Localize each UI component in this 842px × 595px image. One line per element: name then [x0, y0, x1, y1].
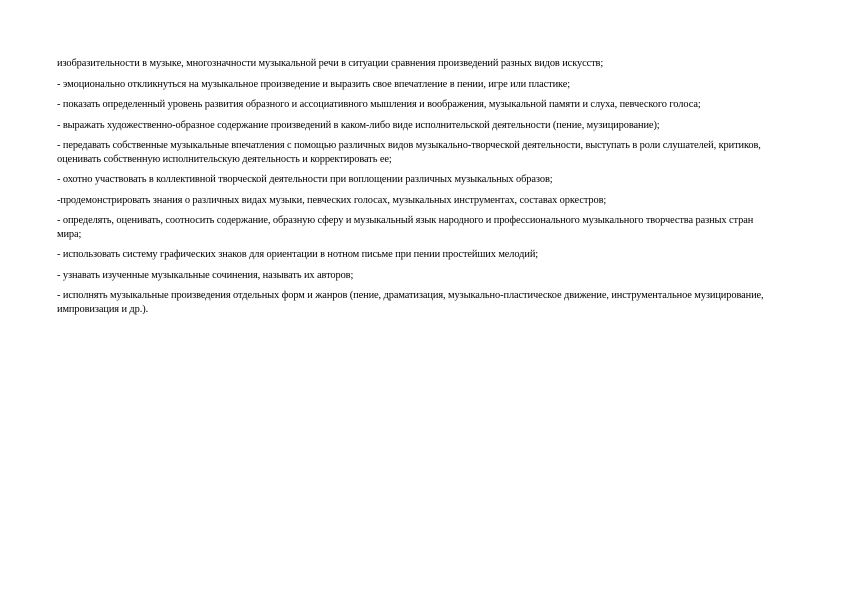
- paragraph: - показать определенный уровень развития образного и ассоциативного мышления и воображения, музыкальной памяти и слуха, певческого голоса;: [57, 99, 701, 110]
- paragraph: - исполнять музыкальные произведения отдельных форм и жанров (пение, драматизация, музыкально-пластическое движение, инструментальное музицирование, импровизация и др.).: [57, 290, 764, 315]
- document-body: [57, 57, 775, 323]
- paragraph: - использовать систему графических знаков для ориентации в нотном письме при пении простейших мелодий;: [57, 249, 539, 260]
- paragraph: - определять, оценивать, соотносить содержание, образную сферу и музыкальный язык народного и профессионального музыкального творчества разных стран мира;: [57, 215, 754, 240]
- paragraph: - выражать художественно-образное содержание произведений в каком-либо виде исполнительской деятельности (пение, музицирование);: [57, 119, 660, 131]
- paragraph: - узнавать изученные музыкальные сочинения, называть их авторов;: [57, 269, 354, 281]
- paragraph: - передавать собственные музыкальные впечатления с помощью различных видов музыкально-творческой деятельности, выступать в роли слушателей, критиков, оценивать собственную исполнительскую деятельность и корректировать ее;: [57, 140, 761, 165]
- paragraph: изобразительности в музыке, многозначности музыкальной речи в ситуации сравнения произведений разных видов искусств;: [57, 58, 604, 69]
- paragraph: - охотно участвовать в коллективной творческой деятельности при воплощении различных музыкальных образов;: [57, 174, 553, 185]
- paragraph: - эмоционально откликнуться на музыкальное произведение и выразить свое впечатление в пении, игре или пластике;: [57, 78, 571, 90]
- paragraph: -продемонстрировать знания о различных видах музыки, певческих голосах, музыкальных инструментах, составах оркестров;: [57, 194, 607, 206]
